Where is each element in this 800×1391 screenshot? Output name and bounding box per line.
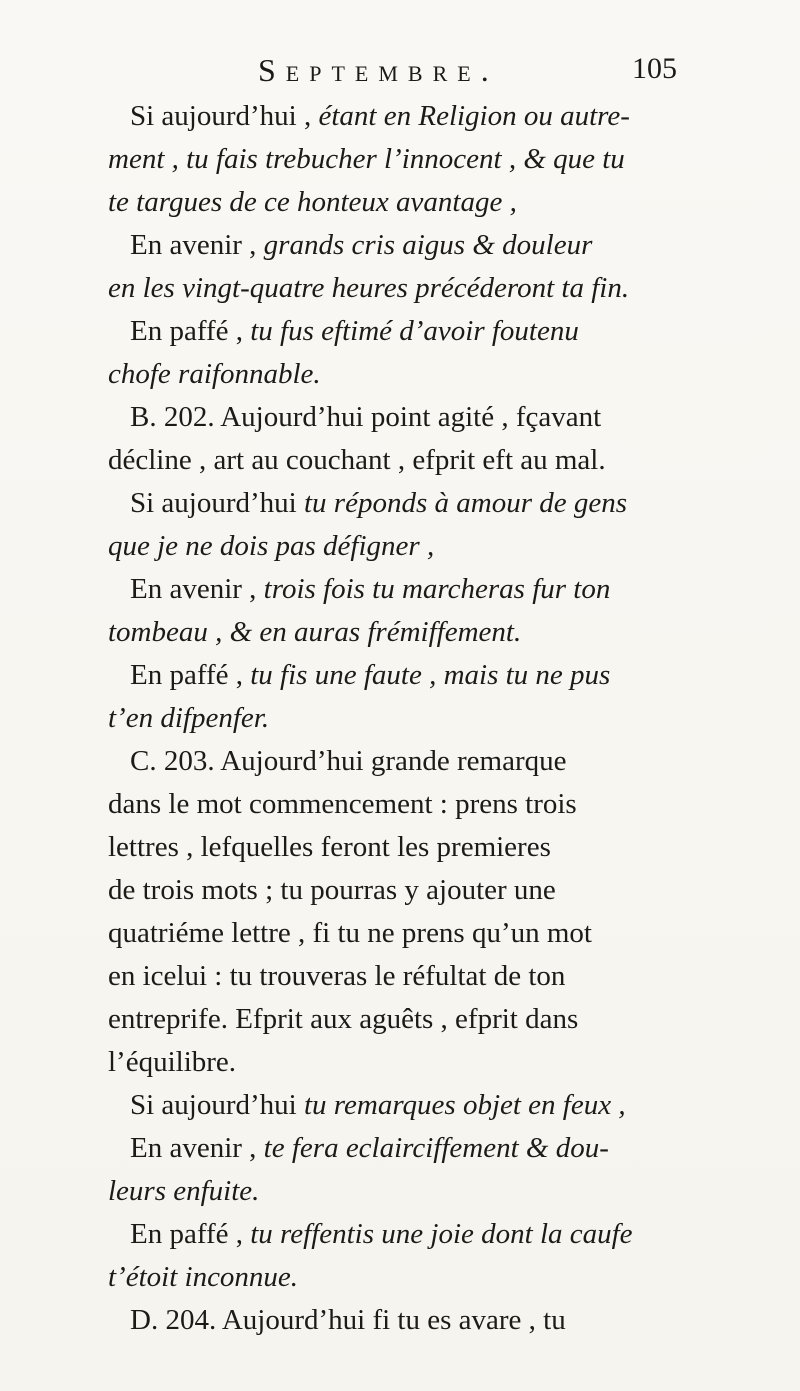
- italic-text: tu fis une faute , mais tu ne pus: [250, 659, 611, 691]
- text-line: [108, 868, 728, 911]
- text-line: [108, 309, 728, 352]
- roman-text: En avenir ,: [130, 573, 264, 605]
- italic-text: en les vingt-quatre heures précéderont ta fin.: [108, 272, 630, 304]
- text-line: [108, 911, 728, 954]
- roman-text: B. 202. Aujourd’hui point agité , fçavant: [130, 401, 602, 433]
- body-text: [108, 94, 728, 1341]
- roman-text: En avenir ,: [130, 1132, 264, 1164]
- text-line: [108, 567, 728, 610]
- roman-text: En paffé ,: [130, 1218, 251, 1250]
- roman-text: Si aujourd’hui: [130, 487, 304, 519]
- running-title: Septembre.: [258, 52, 499, 88]
- italic-text: te fera eclairciffement & dou-: [263, 1132, 609, 1164]
- text-line: [108, 1169, 728, 1212]
- roman-text: lettres , lefquelles feront les premieres: [108, 831, 551, 863]
- roman-text: dans le mot commencement : prens trois: [108, 788, 577, 820]
- roman-text: décline , art au couchant , efprit eft au mal.: [108, 444, 606, 476]
- italic-text: t’en difpenfer.: [108, 702, 270, 734]
- roman-text: En paffé ,: [130, 315, 251, 347]
- text-line: [108, 352, 728, 395]
- roman-text: entreprife. Efprit aux aguêts , efprit dans: [108, 1003, 579, 1035]
- text-line: [108, 739, 728, 782]
- italic-text: que je ne dois pas défigner ,: [108, 530, 435, 562]
- text-line: [108, 610, 728, 653]
- roman-text: Si aujourd’hui: [130, 1089, 304, 1121]
- text-line: [108, 137, 728, 180]
- roman-text: l’équilibre.: [108, 1046, 237, 1078]
- text-line: [108, 1298, 728, 1341]
- text-line: [108, 782, 728, 825]
- text-line: [108, 1126, 728, 1169]
- roman-text: Si aujourd’hui ,: [130, 100, 319, 132]
- italic-text: tombeau , & en auras frémiffement.: [108, 616, 522, 648]
- roman-text: quatriéme lettre , fi tu ne prens qu’un mot: [108, 917, 592, 949]
- roman-text: En avenir ,: [130, 229, 264, 261]
- roman-text: En paffé ,: [130, 659, 251, 691]
- roman-text: C. 203. Aujourd’hui grande remarque: [130, 745, 567, 777]
- text-line: [108, 1255, 728, 1298]
- roman-text: D. 204. Aujourd’hui fi tu es avare , tu: [130, 1304, 566, 1336]
- italic-text: t’étoit inconnue.: [108, 1261, 299, 1293]
- italic-text: grands cris aigus & douleur: [263, 229, 593, 261]
- text-line: [108, 1040, 728, 1083]
- italic-text: tu fus eftimé d’avoir foutenu: [250, 315, 579, 347]
- roman-text: en icelui : tu trouveras le réfultat de ton: [108, 960, 566, 992]
- text-line: [108, 94, 728, 137]
- italic-text: leurs enfuite.: [108, 1175, 260, 1207]
- page-header: [0, 52, 800, 92]
- text-line: [108, 653, 728, 696]
- text-line: [108, 524, 728, 567]
- text-line: [108, 1083, 728, 1126]
- text-line: [108, 395, 728, 438]
- italic-text: chofe raifonnable.: [108, 358, 321, 390]
- text-line: [108, 954, 728, 997]
- text-line: [108, 266, 728, 309]
- italic-text: te targues de ce honteux avantage ,: [108, 186, 517, 218]
- text-line: [108, 1212, 728, 1255]
- italic-text: tu remarques objet en feux ,: [304, 1089, 626, 1121]
- text-line: [108, 825, 728, 868]
- text-line: [108, 696, 728, 739]
- text-line: [108, 997, 728, 1040]
- italic-text: ment , tu fais trebucher l’innocent , & que tu: [108, 143, 625, 175]
- italic-text: tu reffentis une joie dont la caufe: [250, 1218, 633, 1250]
- text-line: [108, 438, 728, 481]
- text-line: [108, 223, 728, 266]
- roman-text: de trois mots ; tu pourras y ajouter une: [108, 874, 556, 906]
- italic-text: étant en Religion ou autre-: [318, 100, 630, 132]
- italic-text: trois fois tu marcheras fur ton: [263, 573, 611, 605]
- text-line: [108, 180, 728, 223]
- page-number: 105: [632, 52, 677, 85]
- text-line: [108, 481, 728, 524]
- italic-text: tu réponds à amour de gens: [304, 487, 628, 519]
